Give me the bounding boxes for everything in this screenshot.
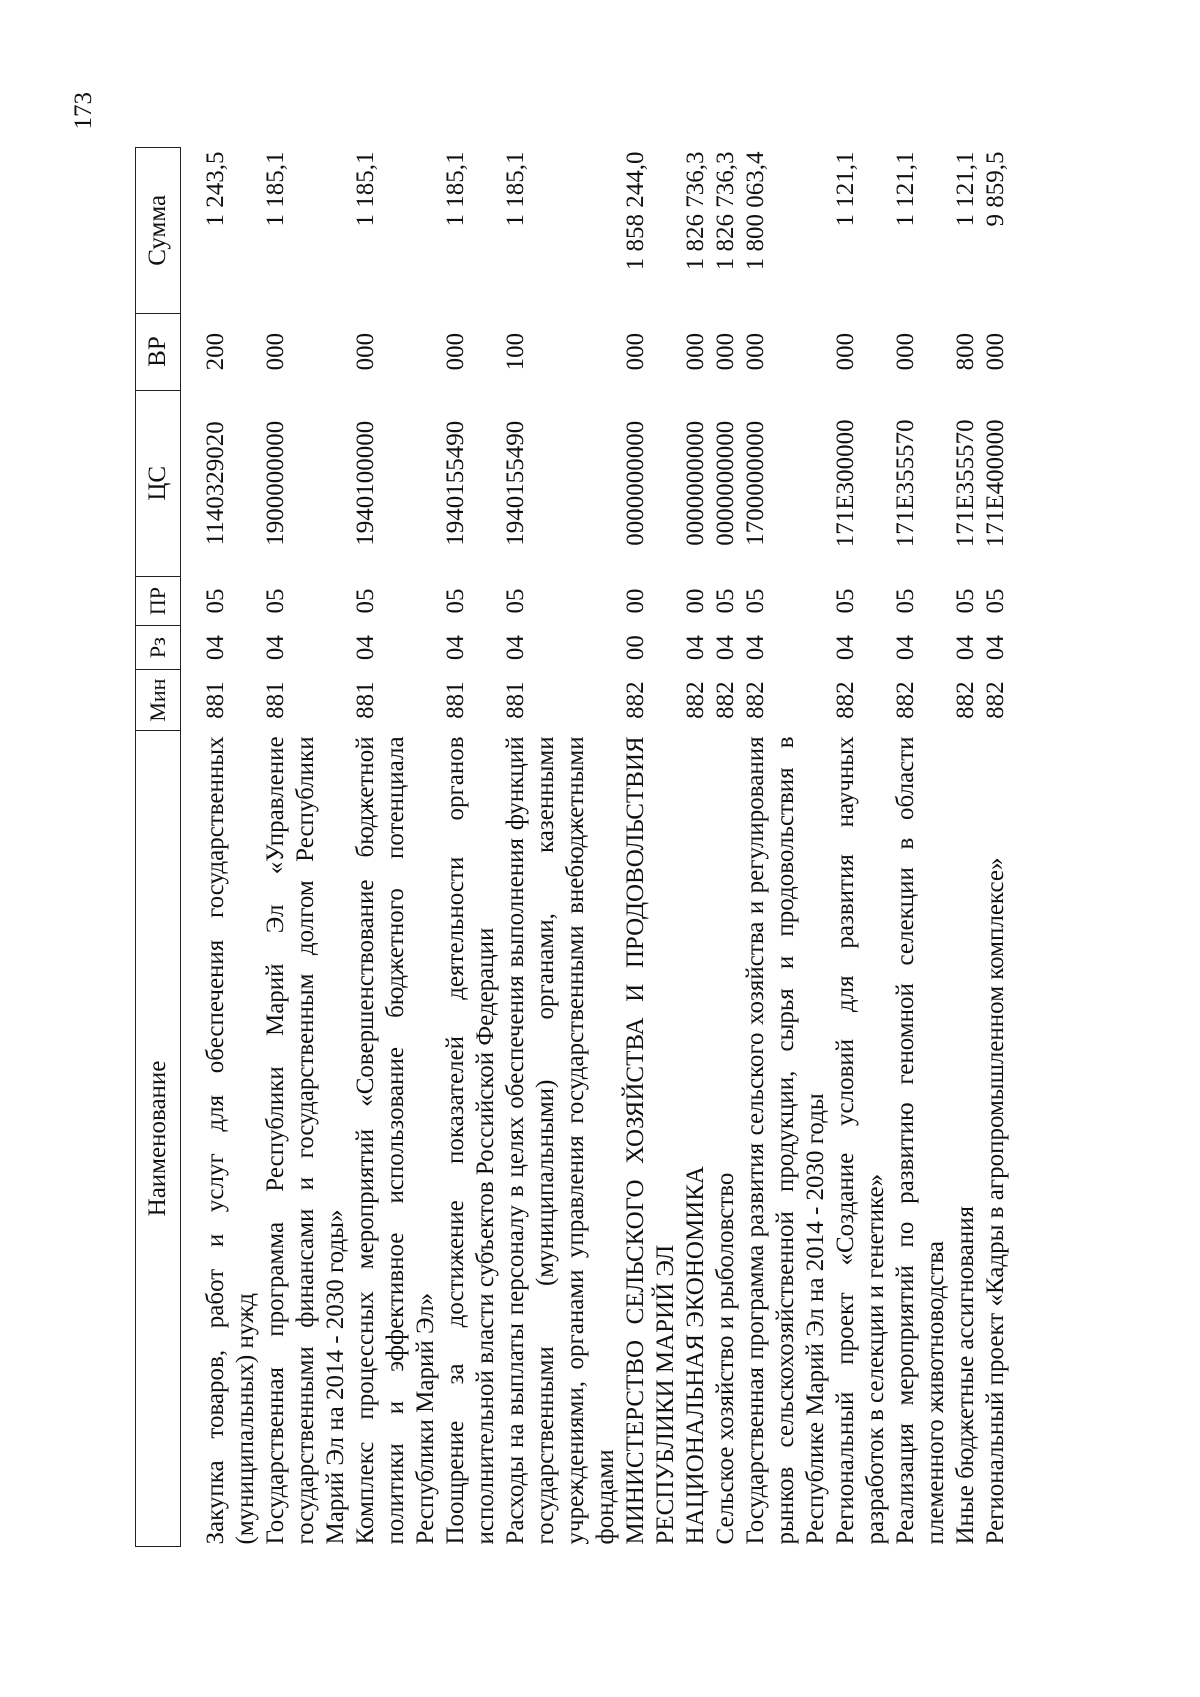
row-vr: 000	[982, 332, 1009, 371]
row-pr: 05	[352, 588, 379, 614]
row-pr: 05	[982, 588, 1009, 614]
row-cs: 1900000000	[262, 420, 289, 546]
row-rz: 04	[742, 635, 769, 661]
row-vr: 000	[712, 332, 739, 371]
row-cs: 1940155490	[442, 420, 469, 546]
row-cs: 171E355570	[952, 419, 979, 548]
row-rz: 04	[442, 635, 469, 661]
row-min: 882	[892, 681, 919, 719]
row-name: Расходы на выплаты персоналу в целях обеспечения выполнения функций государственными (муниципальными) органами, казенными учреждениями, органами управления государственными внебюджетными фондами	[502, 736, 619, 1545]
row-rz: 04	[952, 635, 979, 661]
row-pr: 05	[712, 588, 739, 614]
table-row	[621, 148, 681, 1547]
header-cs: ЦС	[136, 390, 181, 577]
row-name: Государственная программа Республики Марий Эл «Управление государственными финансами и государственным долгом Республики Марий Эл на 2014 - 2030 годы»	[262, 736, 349, 1545]
row-cs: 1940155490	[502, 420, 529, 546]
row-sum: 1 185,1	[442, 151, 469, 227]
row-vr: 000	[742, 332, 769, 371]
row-sum: 1 826 736,3	[682, 151, 709, 271]
row-name: Региональный проект «Создание условий для развития научных разработок в селекции и генетике»	[832, 736, 889, 1545]
table-row	[181, 148, 262, 1547]
row-name: Реализация мероприятий по развитию геномной селекции в области племенного животноводства	[892, 736, 949, 1545]
row-cs: 1140329020	[202, 421, 229, 546]
row-vr: 000	[682, 332, 709, 371]
page-number: 173	[70, 92, 97, 130]
row-rz: 04	[712, 635, 739, 661]
row-vr: 000	[892, 332, 919, 371]
row-cs: 0000000000	[712, 420, 739, 546]
row-sum: 1 121,1	[952, 151, 979, 227]
header-vr: ВР	[136, 313, 181, 390]
table-row	[441, 148, 501, 1547]
row-pr: 05	[742, 588, 769, 614]
row-vr: 800	[952, 332, 979, 371]
row-min: 882	[742, 681, 769, 719]
row-vr: 000	[832, 332, 859, 371]
row-pr: 05	[502, 588, 529, 614]
row-min: 881	[352, 681, 379, 719]
row-pr: 00	[622, 588, 649, 614]
row-cs: 171E355570	[892, 419, 919, 548]
row-min: 882	[982, 681, 1009, 719]
row-sum: 1 185,1	[262, 151, 289, 227]
table-row	[831, 148, 891, 1547]
row-name: Региональный проект «Кадры в агропромышленном комплексе»	[982, 857, 1009, 1545]
row-rz: 04	[982, 635, 1009, 661]
row-rz: 04	[832, 635, 859, 661]
row-rz: 04	[202, 635, 229, 661]
row-sum: 1 121,1	[832, 151, 859, 227]
row-vr: 000	[622, 332, 649, 371]
row-name: НАЦИОНАЛЬНАЯ ЭКОНОМИКА	[682, 1166, 709, 1545]
row-cs: 171E400000	[982, 419, 1009, 548]
row-pr: 05	[832, 588, 859, 614]
row-vr: 000	[262, 332, 289, 371]
row-vr: 200	[202, 332, 229, 371]
header-pr: ПР	[136, 577, 181, 626]
row-name: Поощрение за достижение показателей деятельности органов исполнительной власти субъектов Российской Федерации	[442, 736, 499, 1545]
row-min: 881	[262, 681, 289, 719]
row-sum: 9 859,5	[982, 151, 1009, 227]
table-header-row	[136, 148, 181, 1547]
budget-table	[135, 147, 1011, 1547]
row-sum: 1 185,1	[352, 151, 379, 227]
row-min: 881	[202, 681, 229, 719]
row-name: Государственная программа развития сельского хозяйства и регулирования рынков сельскохозяйственной продукции, сырья и продовольствия в Республике Марий Эл на 2014 - 2030 годы	[742, 736, 829, 1545]
row-cs: 0000000000	[682, 420, 709, 546]
row-rz: 00	[622, 635, 649, 661]
table-row	[351, 148, 441, 1547]
row-min: 882	[622, 681, 649, 719]
row-pr: 00	[682, 588, 709, 614]
table-row	[681, 148, 711, 1547]
row-pr: 05	[952, 588, 979, 614]
row-cs: 1940100000	[352, 420, 379, 546]
table-row	[891, 148, 951, 1547]
row-min: 881	[502, 681, 529, 719]
row-name: МИНИСТЕРСТВО СЕЛЬСКОГО ХОЗЯЙСТВА И ПРОДОВОЛЬСТВИЯ РЕСПУБЛИКИ МАРИЙ ЭЛ	[622, 736, 679, 1545]
header-rz: Рз	[136, 626, 181, 670]
row-sum: 1 185,1	[502, 151, 529, 227]
row-name: Закупка товаров, работ и услуг для обеспечения государственных (муниципальных) нужд	[202, 736, 259, 1545]
row-name: Иные бюджетные ассигнования	[952, 1205, 979, 1545]
table-row	[711, 148, 741, 1547]
header-sum: Сумма	[136, 148, 181, 314]
row-min: 881	[442, 681, 469, 719]
row-cs: 171E300000	[832, 419, 859, 548]
row-rz: 04	[352, 635, 379, 661]
row-pr: 05	[202, 588, 229, 614]
table-row	[501, 148, 621, 1547]
row-sum: 1 121,1	[892, 151, 919, 227]
table-body	[181, 148, 1012, 1547]
row-pr: 05	[892, 588, 919, 614]
row-min: 882	[682, 681, 709, 719]
table-row	[951, 148, 981, 1547]
row-pr: 05	[442, 588, 469, 614]
row-sum: 1 826 736,3	[712, 151, 739, 271]
row-name: Комплекс процессных мероприятий «Совершенствование бюджетной политики и эффективное использование бюджетного потенциала Республики Марий Эл»	[352, 736, 439, 1545]
row-cs: 1700000000	[742, 420, 769, 546]
header-name: Наименование	[136, 730, 181, 1546]
header-min: Мин	[136, 670, 181, 731]
row-sum: 1 800 063,4	[742, 151, 769, 271]
row-sum: 1 243,5	[202, 151, 229, 227]
row-rz: 04	[682, 635, 709, 661]
table-row	[261, 148, 351, 1547]
row-vr: 000	[352, 332, 379, 371]
table-row	[981, 148, 1011, 1547]
row-sum: 1 858 244,0	[622, 151, 649, 271]
row-name: Сельское хозяйство и рыболовство	[712, 1172, 739, 1545]
row-min: 882	[952, 681, 979, 719]
row-cs: 0000000000	[622, 420, 649, 546]
table-row	[741, 148, 831, 1547]
row-min: 882	[832, 681, 859, 719]
row-vr: 000	[442, 332, 469, 371]
row-min: 882	[712, 681, 739, 719]
row-vr: 100	[502, 332, 529, 371]
row-rz: 04	[892, 635, 919, 661]
row-rz: 04	[262, 635, 289, 661]
row-rz: 04	[502, 635, 529, 661]
row-pr: 05	[262, 588, 289, 614]
